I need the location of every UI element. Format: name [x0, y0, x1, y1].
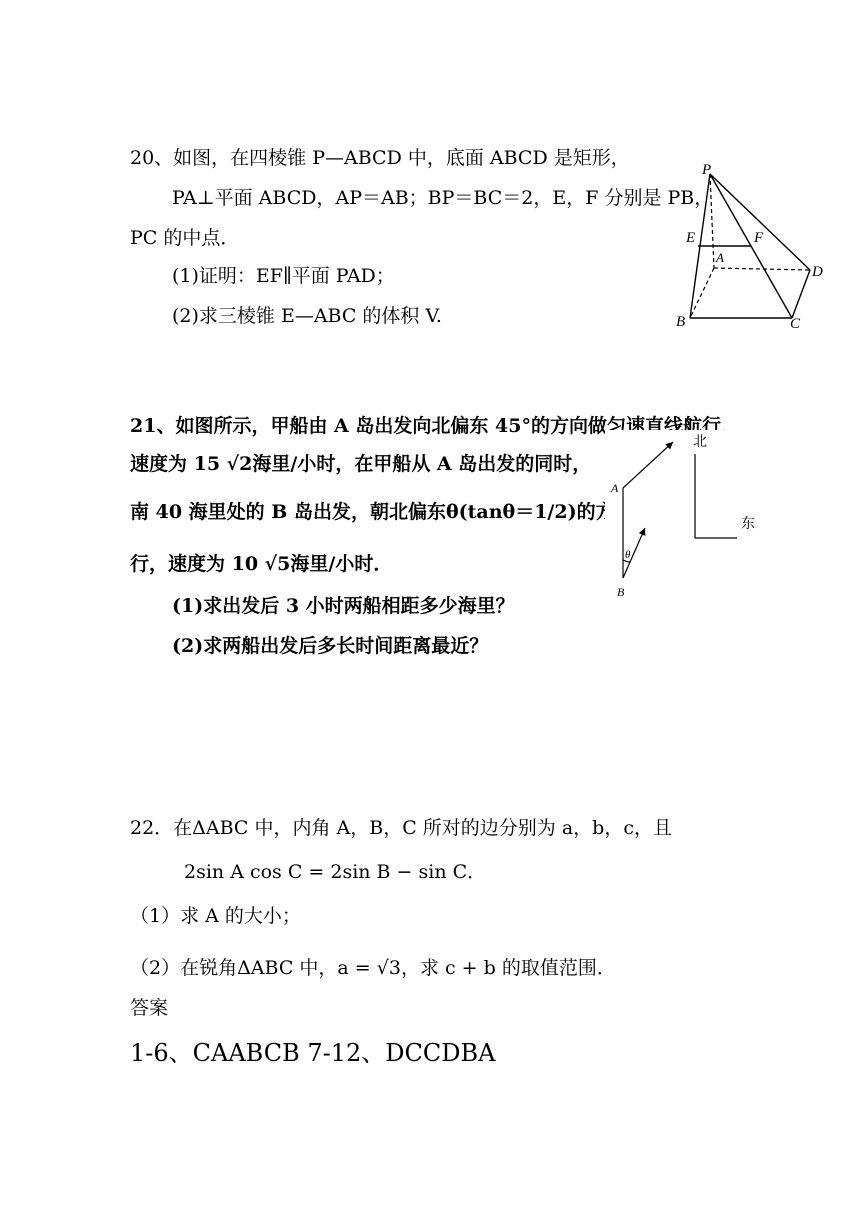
q22-part-1: （1）求 A 的大小；	[130, 905, 301, 927]
label-e: E	[686, 230, 696, 246]
q21-line-2: 速度为 15 √2海里/小时，在甲船从 A 岛出发的同时，	[130, 453, 592, 475]
label-a: A	[716, 250, 724, 265]
q20-line-2: PA⊥平面 ABCD，AP＝AB；BP＝BC＝2，E，F 分别是 PB，	[172, 187, 714, 209]
q21-part-1: (1)求出发后 3 小时两船相距多少海里？	[172, 595, 515, 617]
q21-line-3: 南 40 海里处的 B 岛出发，朝北偏东θ(tanθ＝1/2)的方向	[130, 501, 634, 523]
q21-line-1: 21、如图所示，甲船由 A 岛出发向北偏东 45°的方向做匀速直线航行，	[130, 415, 740, 437]
label-d: D	[812, 264, 823, 280]
q20-part-1: (1)证明：EF∥平面 PAD；	[172, 265, 395, 287]
label-f: F	[754, 230, 764, 246]
label-theta: θ	[625, 549, 631, 561]
label-east: 东	[741, 517, 755, 532]
label-b-island: B	[617, 585, 625, 599]
label-north: 北	[693, 435, 707, 450]
q22-line-1: 22．在ΔABC 中，内角 A，B，C 所对的边分别为 a，b，c，且	[130, 817, 672, 839]
navigation-figure	[605, 430, 765, 605]
q20-line-1: 20、如图，在四棱锥 P—ABCD 中，底面 ABCD 是矩形，	[130, 147, 630, 169]
label-c: C	[790, 316, 801, 332]
q21-part-2: (2)求两船出发后多长时间距离最近？	[172, 635, 489, 657]
answers-line: 1-6、CAABCB 7-12、DCCDBA	[130, 1039, 496, 1067]
answers-heading: 答案	[130, 997, 169, 1019]
label-a-island: A	[611, 481, 619, 495]
q22-equation: 2sin A cos C = 2sin B − sin C．	[184, 861, 487, 883]
q21-line-4: 行，速度为 10 √5海里/小时．	[130, 553, 393, 575]
q20-part-2: (2)求三棱锥 E—ABC 的体积 V.	[172, 305, 442, 327]
pyramid-figure	[672, 160, 832, 335]
q20-line-3: PC 的中点．	[130, 227, 240, 249]
label-b: B	[676, 314, 686, 330]
label-p: P	[702, 162, 712, 178]
q22-part-2: （2）在锐角ΔABC 中，a = √3，求 c + b 的取值范围．	[130, 957, 616, 979]
